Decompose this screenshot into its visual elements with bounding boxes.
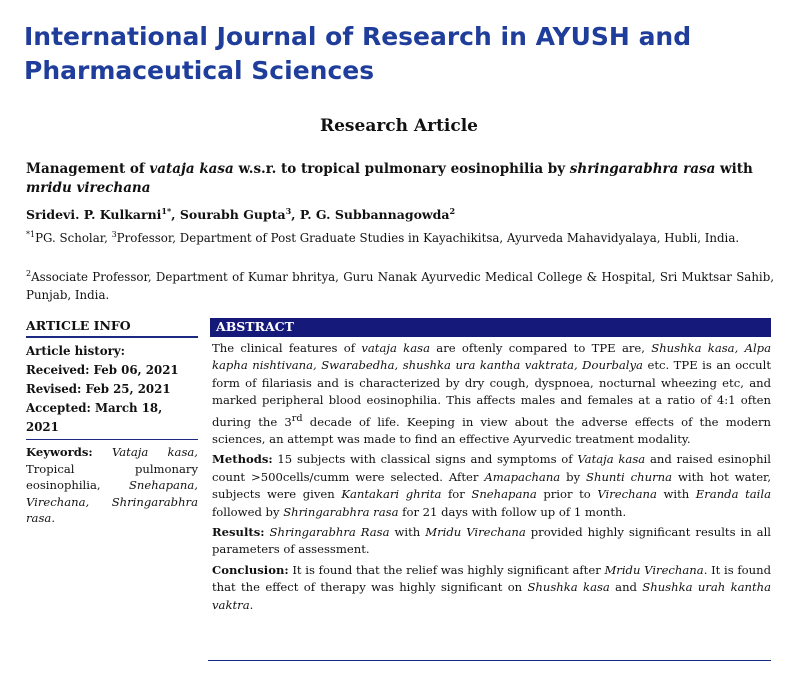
abstract-italic: Vataja kasa xyxy=(577,452,646,467)
abstract-text: are oftenly compared to TPE are, xyxy=(429,341,652,355)
abstract-panel xyxy=(210,318,771,614)
affiliation-1 xyxy=(26,226,774,247)
abstract-text: . xyxy=(249,597,254,612)
abstract-italic: Shushka kasa, Alpa kapha nishtivana, Swarabedha, shushka ura kantha vaktrata, Dourbalya xyxy=(212,341,771,373)
article-type-heading: Research Article xyxy=(319,116,478,136)
affil-marker: *1 xyxy=(26,230,36,239)
abstract-italic: vataja kasa xyxy=(361,341,430,355)
abstract-italic: Mridu Virechana xyxy=(604,562,704,577)
abstract-italic: Virechana xyxy=(597,487,657,502)
abstract-text: and xyxy=(609,580,643,595)
abstract-intro xyxy=(212,340,771,448)
title-text: w.s.r. to tropical pulmonary eosinophilia by xyxy=(233,161,570,177)
abstract-text: with hot water, subjects were given xyxy=(212,469,772,502)
abstract-text: 15 subjects with classical signs and symptoms of xyxy=(272,452,578,467)
keywords-label: Keywords: xyxy=(26,445,93,459)
accepted-date: Accepted: March 18, 2021 xyxy=(26,401,163,434)
abstract-text: etc. TPE is an occult form of filariasis and is characterized by dry cough, dyspnoea, nocturnal wheezing etc, and marked peripheral blood eosinophilia. This affects males and females at a ratio of 4:1 often during the 3 xyxy=(212,358,771,429)
keyword-text: Tropical pulmonary eosinophilia, xyxy=(26,461,198,492)
journal-title-line1: International Journal of Research in AYUSH and xyxy=(24,22,692,51)
abstract-results xyxy=(212,524,771,559)
paper-title xyxy=(26,160,786,198)
article-info-heading: ARTICLE INFO xyxy=(26,318,198,338)
abstract-text: and raised esinophil count >500cells/cumm were selected. After xyxy=(212,452,771,484)
title-italic: mridu virechana xyxy=(26,180,151,196)
affil-text: Associate Professor, Department of Kumar bhritya, Guru Nanak Ayurvedic Medical College & Hospital, Sri Muktsar Sahib, Punjab, India. xyxy=(26,269,774,302)
author-affil-marker: 1* xyxy=(161,206,172,216)
abstract-heading: ABSTRACT xyxy=(210,318,771,337)
abstract-text: with xyxy=(389,524,426,539)
abstract-sup: rd xyxy=(291,412,303,424)
article-history-title: Article history: xyxy=(26,344,126,358)
revised-date: Revised: Feb 25, 2021 xyxy=(26,382,171,396)
received-date: Received: Feb 06, 2021 xyxy=(26,363,179,377)
keyword-text: Vataja kasa, xyxy=(92,445,198,459)
keyword-text: Snehapana, Virechana, Shringarabhra rasa xyxy=(26,478,198,525)
abstract-text: with xyxy=(656,487,696,502)
abstract-italic: Shringarabhra Rasa xyxy=(269,524,390,539)
abstract-conclusion xyxy=(212,562,771,614)
conclusion-label: Conclusion: xyxy=(212,562,289,577)
article-info-panel xyxy=(26,318,198,527)
keywords xyxy=(26,444,198,527)
abstract-text: for 21 days with follow up of 1 month. xyxy=(398,504,627,519)
results-label: Results: xyxy=(212,524,265,539)
title-italic: vataja kasa xyxy=(149,161,234,177)
abstract-italic: Amapachana xyxy=(484,469,561,484)
abstract-text: provided highly significant results in all parameters of assessment. xyxy=(212,524,771,557)
affiliation-2 xyxy=(26,265,774,304)
affil-marker: 2 xyxy=(26,269,32,278)
abstract-italic: Kantakari ghrita xyxy=(341,487,442,502)
title-text: with xyxy=(715,161,753,177)
author-affil-marker: 3 xyxy=(285,206,292,216)
keyword-text: . xyxy=(51,511,56,525)
abstract-italic: Shunti churna xyxy=(586,469,673,484)
abstract-methods xyxy=(212,451,771,521)
journal-title xyxy=(24,20,784,88)
abstract-text: decade of life. Keeping in view about the adverse effects of the modern sciences, an attempt was made to find an effective Ayurvedic treatment modality. xyxy=(212,414,771,446)
methods-label: Methods: xyxy=(212,452,273,467)
author-name: Sourabh Gupta xyxy=(179,207,286,223)
abstract-text: The clinical features of xyxy=(212,341,362,355)
abstract-italic: Shushka kasa xyxy=(527,580,610,595)
abstract-text: by xyxy=(560,469,587,484)
abstract-italic: Eranda taila xyxy=(695,487,771,502)
abstract-text: for xyxy=(441,487,472,502)
abstract-italic: Mridu Virechana xyxy=(425,524,526,539)
title-text: Management of xyxy=(26,161,150,177)
author-name: Sridevi. P. Kulkarni xyxy=(26,207,162,223)
abstract-text: prior to xyxy=(536,487,598,502)
abstract-italic: Shushka urah kantha vaktra xyxy=(212,580,772,612)
abstract-italic: Shringarabhra rasa xyxy=(283,504,399,519)
abstract-italic: Snehapana xyxy=(471,487,537,502)
abstract-bottom-rule xyxy=(208,660,771,661)
author-list: Sridevi. P. Kulkarni$^{1*}$, Sourabh Gupta$^3$, P. G. Subbannagowda$^2$ xyxy=(26,206,456,223)
author-affil-marker: 2 xyxy=(449,206,456,216)
affil-text: Professor, Department of Post Graduate Studies in Kayachikitsa, Ayurveda Mahavidyalaya, Hubli, India. xyxy=(116,230,740,245)
abstract-text: followed by xyxy=(212,504,284,519)
author-name: P. G. Subbannagowda xyxy=(299,207,450,223)
affil-text: PG. Scholar, xyxy=(35,230,112,245)
journal-title-line2: Pharmaceutical Sciences xyxy=(24,56,375,85)
title-italic: shringarabhra rasa xyxy=(569,161,716,177)
article-history xyxy=(26,338,198,440)
abstract-text: . It is found that the effect of therapy was highly significant on xyxy=(212,562,771,595)
affil-marker: 3 xyxy=(111,230,117,239)
abstract-text: It is found that the relief was highly significant after xyxy=(288,562,605,577)
